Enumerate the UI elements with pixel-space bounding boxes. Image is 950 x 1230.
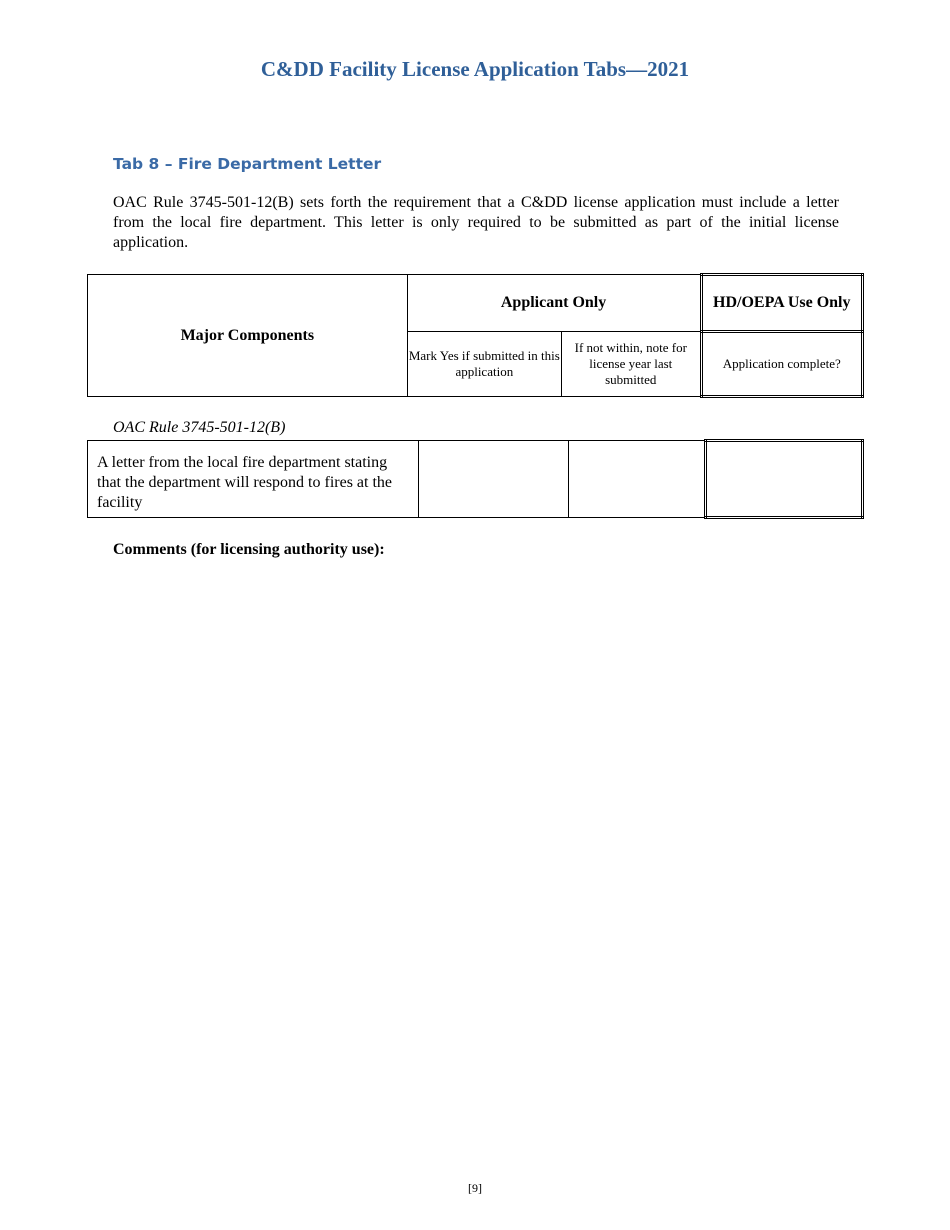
applicant-only-header: Applicant Only <box>407 275 701 332</box>
application-complete-cell[interactable] <box>705 441 862 518</box>
if-not-within-header: If not within, note for license year last submitted <box>562 332 701 397</box>
page-number: [9] <box>468 1181 482 1195</box>
rule-label: OAC Rule 3745-501-12(B) <box>113 419 286 436</box>
major-components-header: Major Components <box>88 275 408 397</box>
section-heading: Tab 8 – Fire Department Letter <box>113 155 382 173</box>
hd-oepa-use-only-header: HD/OEPA Use Only <box>701 275 862 332</box>
document-title: C&DD Facility License Application Tabs—2021 <box>260 57 690 81</box>
comments-label: Comments (for licensing authority use): <box>113 541 385 558</box>
component-description: A letter from the local fire department stating that the department will respond to fires at the facility <box>88 441 419 518</box>
table-row <box>88 441 863 518</box>
mark-yes-cell[interactable] <box>418 441 569 518</box>
components-header-table <box>87 273 864 398</box>
mark-yes-header: Mark Yes if submitted in this application <box>407 332 561 397</box>
intro-paragraph: OAC Rule 3745-501-12(B) sets forth the requirement that a C&DD license application must include a letter from the local fire department. This letter is only required to be submitted as part of the initial license application. <box>113 194 839 251</box>
year-last-submitted-cell[interactable] <box>569 441 705 518</box>
components-table <box>87 439 864 519</box>
application-complete-header: Application complete? <box>701 332 862 397</box>
